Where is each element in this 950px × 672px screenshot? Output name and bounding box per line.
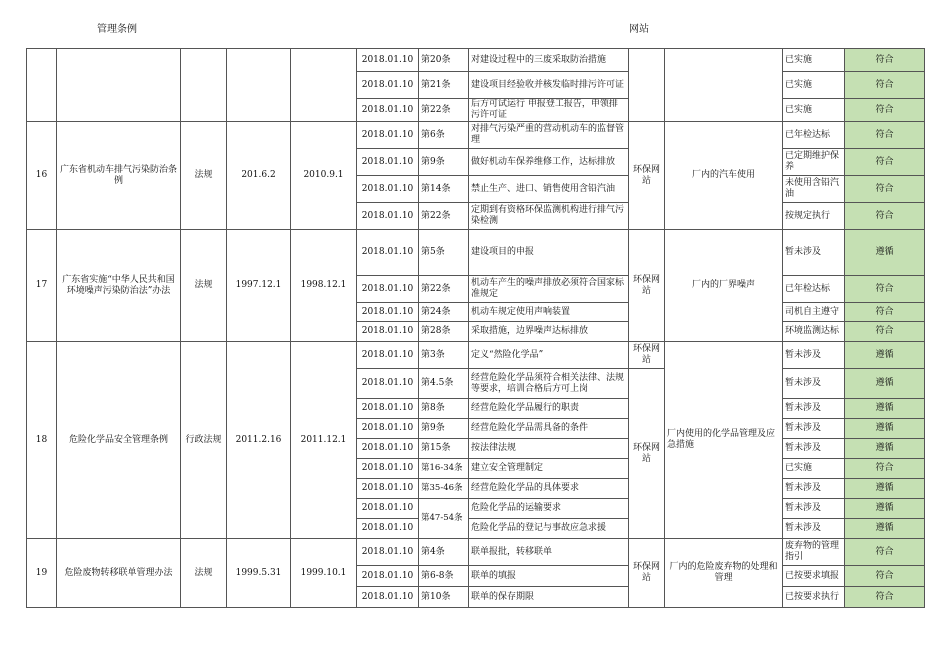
row-date: 2018.01.10 xyxy=(357,203,419,230)
row-clause: 第6条 xyxy=(419,122,469,149)
row-result: 遵循 xyxy=(845,519,925,539)
row-result: 遵循 xyxy=(845,419,925,439)
header-left-label: 管理条例 xyxy=(97,24,137,35)
group-type: 行政法规 xyxy=(181,342,227,539)
row-req: 对建设过程中的三废采取防治措施 xyxy=(469,49,629,72)
group-no: 17 xyxy=(27,230,57,342)
row-status: 司机自主遵守 xyxy=(783,303,845,322)
row-status: 已按要求执行 xyxy=(783,587,845,608)
row-result: 符合 xyxy=(845,303,925,322)
row-req: 经营危险化学品履行的职责 xyxy=(469,399,629,419)
row-clause: 第9条 xyxy=(419,419,469,439)
row-status: 已年检达标 xyxy=(783,276,845,303)
regulation-table xyxy=(26,48,925,608)
group-eff xyxy=(291,49,357,122)
row-result: 遵循 xyxy=(845,439,925,459)
row-date: 2018.01.10 xyxy=(357,369,419,399)
group-scope: 厂内的汽车使用 xyxy=(665,122,783,230)
row-date: 2018.01.10 xyxy=(357,72,419,99)
header-right-label: 网站 xyxy=(629,24,649,35)
row-req: 经营危险化学品需具备的条件 xyxy=(469,419,629,439)
row-req: 经营危险化学品的具体要求 xyxy=(469,479,629,499)
row-clause: 第22条 xyxy=(419,203,469,230)
row-status: 暂未涉及 xyxy=(783,419,845,439)
group-src: 环保网站 xyxy=(629,539,665,608)
row-clause: 第15条 xyxy=(419,439,469,459)
row-status: 已实施 xyxy=(783,459,845,479)
row-date: 2018.01.10 xyxy=(357,587,419,608)
row-req: 采取措施，边界噪声达标排放 xyxy=(469,322,629,342)
group-pub: 201.6.2 xyxy=(227,122,291,230)
group-name: 危险化学品安全管理条例 xyxy=(57,342,181,539)
row-date: 2018.01.10 xyxy=(357,99,419,122)
row-date: 2018.01.10 xyxy=(357,176,419,203)
row-clause: 第3条 xyxy=(419,342,469,369)
group-eff: 1998.12.1 xyxy=(291,230,357,342)
group-name: 广东省实施“中华人民共和国环境噪声污染防治法”办法 xyxy=(57,230,181,342)
group-scope xyxy=(665,49,783,122)
group-no: 18 xyxy=(27,342,57,539)
group-name xyxy=(57,49,181,122)
row-req: 禁止生产、进口、销售使用含铅汽油 xyxy=(469,176,629,203)
group-name: 危险废物转移联单管理办法 xyxy=(57,539,181,608)
row-status: 暂未涉及 xyxy=(783,399,845,419)
group-pub: 1999.5.31 xyxy=(227,539,291,608)
row-req: 定期到有资格环保监测机构进行排气污染检测 xyxy=(469,203,629,230)
row-clause: 第4.5条 xyxy=(419,369,469,399)
row-clause: 第21条 xyxy=(419,72,469,99)
group-scope: 厂内的厂界噪声 xyxy=(665,230,783,342)
row-result: 符合 xyxy=(845,587,925,608)
row-req: 机动车产生的噪声排放必须符合国家标准规定 xyxy=(469,276,629,303)
row-req: 联单的填报 xyxy=(469,566,629,587)
row-result: 遵循 xyxy=(845,479,925,499)
row-date: 2018.01.10 xyxy=(357,122,419,149)
row-status: 暂未涉及 xyxy=(783,479,845,499)
group-scope: 厂内使用的化学品管理及应急措施 xyxy=(665,342,783,539)
row-req: 后方可试运行 申报登工报告，申领排污许可证 xyxy=(469,99,629,122)
row-result: 遵循 xyxy=(845,369,925,399)
row-status: 暂未涉及 xyxy=(783,499,845,519)
row-req: 经营危险化学品须符合相关法律、法规等要求，培训合格后方可上岗 xyxy=(469,369,629,399)
row-clause: 第5条 xyxy=(419,230,469,276)
row-result: 符合 xyxy=(845,176,925,203)
row-status: 已实施 xyxy=(783,72,845,99)
row-req: 危险化学品的登记与事故应急求援 xyxy=(469,519,629,539)
row-date: 2018.01.10 xyxy=(357,399,419,419)
group-eff: 2010.9.1 xyxy=(291,122,357,230)
row-req: 建设项目的申报 xyxy=(469,230,629,276)
group-type xyxy=(181,49,227,122)
group-src-2: 环保网站 xyxy=(629,369,665,539)
group-type: 法规 xyxy=(181,122,227,230)
row-result: 遵循 xyxy=(845,342,925,369)
group-type: 法规 xyxy=(181,230,227,342)
group-scope: 厂内的危险废弃物的处理和管理 xyxy=(665,539,783,608)
row-result: 符合 xyxy=(845,566,925,587)
row-req: 对排气污染严重的营动机动车的监督管理 xyxy=(469,122,629,149)
group-name: 广东省机动车排气污染防治条例 xyxy=(57,122,181,230)
row-req: 联单的保存期限 xyxy=(469,587,629,608)
row-result: 符合 xyxy=(845,99,925,122)
row-status: 未使用含铅汽油 xyxy=(783,176,845,203)
row-result: 遵循 xyxy=(845,399,925,419)
row-status: 已按要求填报 xyxy=(783,566,845,587)
group-pub: 2011.2.16 xyxy=(227,342,291,539)
row-clause: 第9条 xyxy=(419,149,469,176)
row-date: 2018.01.10 xyxy=(357,322,419,342)
row-status: 环境监测达标 xyxy=(783,322,845,342)
group-pub xyxy=(227,49,291,122)
row-req: 定义“然险化学品” xyxy=(469,342,629,369)
row-req: 建设项目经验收并核发临时排污许可证 xyxy=(469,72,629,99)
row-status: 暂未涉及 xyxy=(783,230,845,276)
row-date: 2018.01.10 xyxy=(357,499,419,519)
row-req: 联单报批，转移联单 xyxy=(469,539,629,566)
row-date: 2018.01.10 xyxy=(357,419,419,439)
row-clause: 第10条 xyxy=(419,587,469,608)
row-status: 已定期维护保养 xyxy=(783,149,845,176)
row-clause: 第16-34条 xyxy=(419,459,469,479)
row-clause: 第35-46条 xyxy=(419,479,469,499)
group-no: 19 xyxy=(27,539,57,608)
row-result: 遵循 xyxy=(845,499,925,519)
row-status: 已实施 xyxy=(783,99,845,122)
row-status: 暂未涉及 xyxy=(783,342,845,369)
row-clause: 第6-8条 xyxy=(419,566,469,587)
row-clause: 第14条 xyxy=(419,176,469,203)
row-req: 建立安全管理制定 xyxy=(469,459,629,479)
row-clause: 第28条 xyxy=(419,322,469,342)
row-result: 符合 xyxy=(845,539,925,566)
row-date: 2018.01.10 xyxy=(357,149,419,176)
group-no: 16 xyxy=(27,122,57,230)
group-eff: 1999.10.1 xyxy=(291,539,357,608)
row-date: 2018.01.10 xyxy=(357,303,419,322)
row-req: 做好机动车保养维修工作，达标排放 xyxy=(469,149,629,176)
group-eff: 2011.12.1 xyxy=(291,342,357,539)
row-date: 2018.01.10 xyxy=(357,459,419,479)
row-clause: 第8条 xyxy=(419,399,469,419)
row-clause: 第22条 xyxy=(419,99,469,122)
row-status: 暂未涉及 xyxy=(783,439,845,459)
row-result: 符合 xyxy=(845,276,925,303)
group-src xyxy=(629,49,665,122)
row-result: 符合 xyxy=(845,459,925,479)
group-src: 环保网站 xyxy=(629,342,665,369)
row-date: 2018.01.10 xyxy=(357,566,419,587)
group-src: 环保网站 xyxy=(629,230,665,342)
row-status: 已年检达标 xyxy=(783,122,845,149)
row-date: 2018.01.10 xyxy=(357,342,419,369)
row-date: 2018.01.10 xyxy=(357,539,419,566)
row-clause: 第20条 xyxy=(419,49,469,72)
row-req: 按法律法规 xyxy=(469,439,629,459)
row-date: 2018.01.10 xyxy=(357,479,419,499)
row-result: 符合 xyxy=(845,322,925,342)
row-status: 按规定执行 xyxy=(783,203,845,230)
group-pub: 1997.12.1 xyxy=(227,230,291,342)
group-type: 法规 xyxy=(181,539,227,608)
row-date: 2018.01.10 xyxy=(357,439,419,459)
row-result: 遵循 xyxy=(845,230,925,276)
row-date: 2018.01.10 xyxy=(357,276,419,303)
row-clause: 第24条 xyxy=(419,303,469,322)
row-status: 暂未涉及 xyxy=(783,519,845,539)
row-status: 已实施 xyxy=(783,49,845,72)
row-date: 2018.01.10 xyxy=(357,519,419,539)
row-result: 符合 xyxy=(845,149,925,176)
row-date: 2018.01.10 xyxy=(357,230,419,276)
row-clause: 第4条 xyxy=(419,539,469,566)
row-result: 符合 xyxy=(845,203,925,230)
row-status: 暂未涉及 xyxy=(783,369,845,399)
group-no xyxy=(27,49,57,122)
row-req: 危险化学品的运输要求 xyxy=(469,499,629,519)
row-req: 机动车规定使用声响装置 xyxy=(469,303,629,322)
row-clause: 第47-54条 xyxy=(419,499,469,539)
sheet-header xyxy=(0,0,950,48)
group-src: 环保网站 xyxy=(629,122,665,230)
row-clause: 第22条 xyxy=(419,276,469,303)
row-result: 符合 xyxy=(845,72,925,99)
row-status: 废弃物的管理指引 xyxy=(783,539,845,566)
row-date: 2018.01.10 xyxy=(357,49,419,72)
row-result: 符合 xyxy=(845,122,925,149)
row-result: 符合 xyxy=(845,49,925,72)
